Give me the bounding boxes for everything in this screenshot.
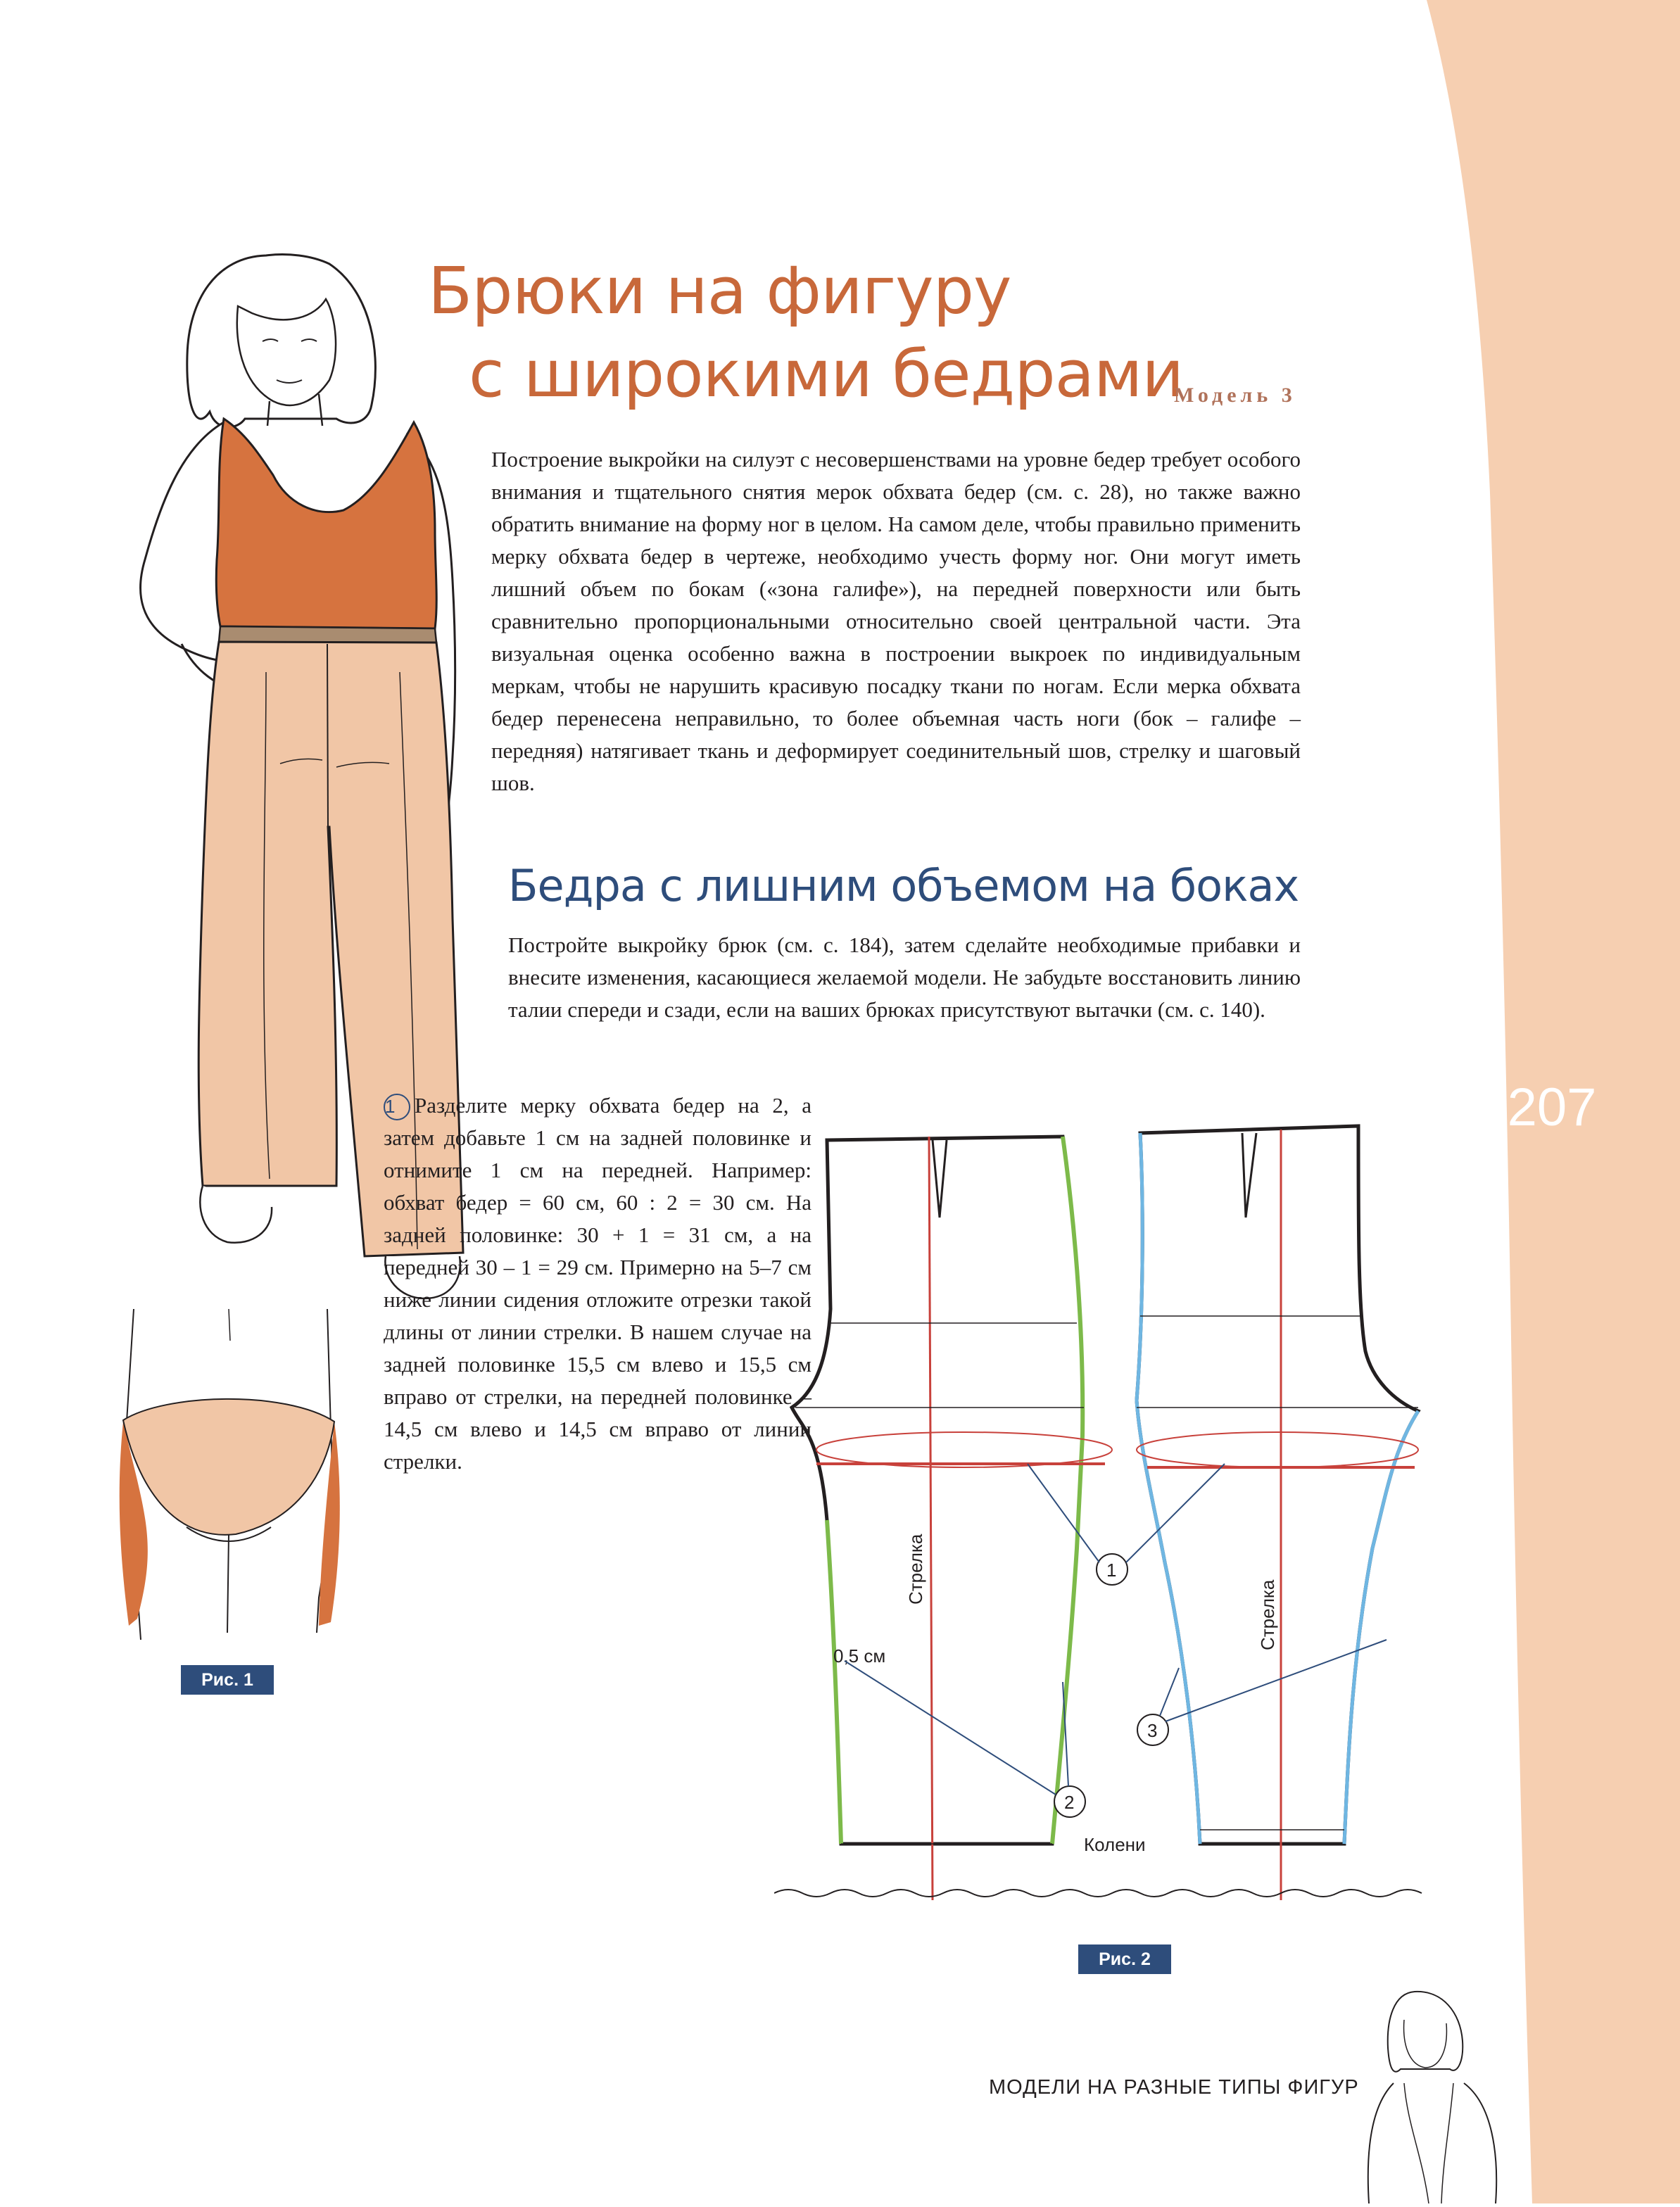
step-number: 1: [384, 1094, 410, 1120]
page-number: 207: [1507, 1077, 1597, 1137]
section-subtitle: Бедра с лишним объемом на боках: [508, 860, 1299, 911]
model-label: Модель 3: [1174, 384, 1296, 407]
intro-paragraph: Построение выкройки на силуэт с несовершенствами на уровне бедер требует особого внимания и тщательного снятия мерок обхвата бедер (см. с. 28), но также важно обратить внимание на форму ног в целом. На самом деле, чтобы правильно применить мерку обхвата бедер в чертеже, необходимо учесть форму ног. Они могут иметь лишний объем по бокам («зона галифе»), на передней поверхности или быть сравнительно пропорциональными относительно своей центральной части. Эта визуальная оценка особенно важна в построении выкроек по индивидуальным меркам, чтобы не нарушить красивую посадку ткани по ногам. Если мерка обхвата бедер перенесена неправильно, то более объемная часть ноги (бок – галифе – передняя) натягивает ткань и деформирует соединительный шов, стрелку и шаговый шов.: [491, 447, 1301, 795]
step-1-body: Разделите мерку обхвата бедер на 2, а затем добавьте 1 см на задней половинке и отнимите 1 см на передней. Например: обхват бедер = 60 см, 60 : 2 = 30 см. На задней половинке: 30 + 1 = 31 см, а на передней 30 – 1 = 29 см. Примерно на 5–7 см ниже линии сидения отложите отрезки такой длины от линии стрелки. В нашем случае на задней половинке 15,5 см влево и 15,5 см вправо от стрелки, на передней половинке – 14,5 см влево и 14,5 см вправо от линии стрелки.: [384, 1093, 811, 1474]
callout-1: 1: [1106, 1560, 1117, 1581]
callout-3: 3: [1147, 1720, 1158, 1741]
title-line-2: с широкими бедрами: [469, 336, 1184, 412]
instruction-paragraph: Постройте выкройку брюк (см. с. 184), затем сделайте необходимые прибавки и внесите изменения, касающиеся желаемой модели. Не забудьте восстановить линию талии спереди и сзади, если на ваших брюках присутствуют вытачки (см. с. 140).: [508, 932, 1301, 1022]
figure-2-label: Рис. 2: [1078, 1944, 1171, 1974]
knee-label: Колени: [1084, 1834, 1146, 1855]
footer-section-title: МОДЕЛИ НА РАЗНЫЕ ТИПЫ ФИГУР: [989, 2076, 1359, 2099]
figure-2-pattern: [774, 1098, 1450, 1932]
woman-thumbnail-icon: [1351, 1985, 1506, 2207]
step-1-text: [384, 1089, 811, 1478]
figure-1: [95, 1309, 348, 1643]
title-line-1: Брюки на фигуру: [428, 253, 1011, 329]
crease-label-back: Стрелка: [905, 1533, 926, 1605]
measure-label: 0,5 см: [833, 1645, 886, 1667]
figure-1-label: Рис. 1: [181, 1665, 274, 1695]
page-title: [428, 250, 1183, 416]
callout-2: 2: [1064, 1792, 1075, 1813]
crease-label-front: Стрелка: [1257, 1579, 1278, 1650]
